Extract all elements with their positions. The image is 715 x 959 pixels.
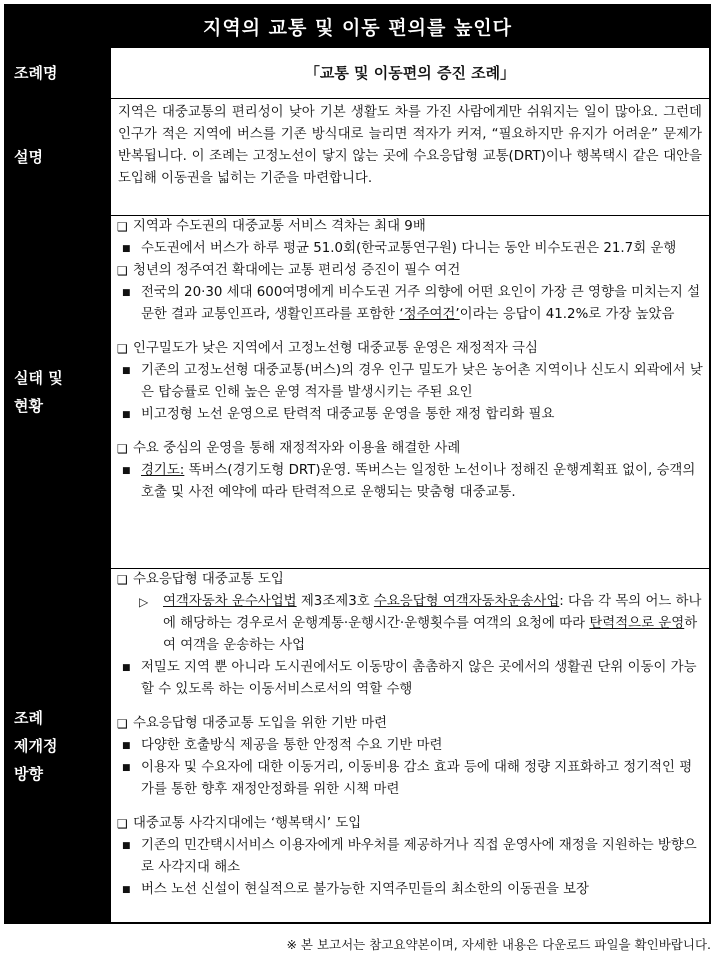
direction-d1-sub xyxy=(163,591,703,657)
bullet-square-icon: ■ xyxy=(122,288,131,298)
direction-d1-sub-underlined-1: 여객자동차 운수사업법 xyxy=(163,594,297,609)
triangle-right-icon: ▷ xyxy=(139,595,149,609)
status-section-1-title: 지역과 수도권의 대중교통 서비스 격차는 최대 9배 xyxy=(133,219,426,234)
list-item xyxy=(117,360,703,404)
status-s2-bullet-1-pre: 전국의 20·30 세대 600여명에게 비수도권 거주 의향에 어떤 요인이 가장 큰 영향을 미치는지 설문한 결과 교통인프라, 생활인프라를 포함한 xyxy=(141,285,701,322)
direction-d1-sub-underlined-2: 수요응답형 여객자동차운송사업 xyxy=(373,594,560,609)
list-item xyxy=(117,879,703,901)
status-section-4-title: 수요 중심의 운영을 통해 재정적자와 이용율 해결한 사례 xyxy=(133,441,461,456)
checkbox-square-icon: ❑ xyxy=(117,817,128,831)
list-item xyxy=(117,460,703,504)
row-status xyxy=(6,216,709,569)
checkbox-square-icon: ❑ xyxy=(117,717,128,731)
label-direction xyxy=(6,569,110,922)
bullet-square-icon: ■ xyxy=(122,663,131,673)
label-direction-line1: 조례 xyxy=(14,708,43,727)
status-s4-bullet-1-post: 똑버스(경기도형 DRT)운영. 똑버스는 일정한 노선이나 정해진 운행계획표 없이, 승객의 호출 및 사전 예약에 따라 탄력적으로 운행되는 맞춤형 대중교통. xyxy=(141,463,696,500)
status-s4-bullet-1-underlined: 경기도: xyxy=(141,463,185,478)
checkbox-square-icon: ❑ xyxy=(117,442,128,456)
direction-section-2 xyxy=(117,713,703,735)
list-item xyxy=(117,282,703,326)
list-item xyxy=(117,735,703,757)
checkbox-square-icon: ❑ xyxy=(117,264,128,278)
list-item xyxy=(117,835,703,879)
status-s3-bullet-1: 기존의 고정노선형 대중교통(버스)의 경우 인구 밀도가 낮은 농어촌 지역이나 신도시 외곽에서 낮은 탑승률로 인해 높은 운영 적자를 발생시키는 주된 요인 xyxy=(141,363,703,400)
direction-section-1 xyxy=(117,569,703,591)
checkbox-square-icon: ❑ xyxy=(117,220,128,234)
direction-d3-bullet-1: 기존의 민간택시서비스 이용자에게 바우처를 제공하거나 직접 운영사에 재정을 지원하는 방향으로 사각지대 해소 xyxy=(141,838,697,875)
description-text: 지역은 대중교통의 편리성이 낮아 기본 생활도 차를 가진 사람에게만 쉬워지는 일이 많아요. 그런데 인구가 적은 지역에 버스를 기존 방식대로 늘리면 적자가 커져, “필요하지만 유지가 어려운” 문제가 반복됩니다. 이 조례는 고정노선이 닿지 않는 곳에 수요응답형 교통(DRT)이나 행복택시 같은 대안을 도입해 이동권을 넓히는 기준을 마련합니다. xyxy=(110,99,709,215)
checkbox-square-icon: ❑ xyxy=(117,342,128,356)
direction-d3-bullet-2: 버스 노선 신설이 현실적으로 불가능한 지역주민들의 최소한의 이동권을 보장 xyxy=(141,882,589,897)
direction-section-2-title: 수요응답형 대중교통 도입을 위한 기반 마련 xyxy=(133,716,388,731)
bullet-square-icon: ■ xyxy=(122,763,131,773)
label-description: 설명 xyxy=(6,99,110,215)
status-s2-bullet-1-underlined: ‘정주여건’ xyxy=(399,307,460,322)
ordinance-name-value: 「교통 및 이동편의 증진 조례」 xyxy=(110,48,709,98)
label-status-line2: 현황 xyxy=(14,397,43,415)
direction-d1-sub-mid-1: 제3조제3호 xyxy=(296,594,374,609)
direction-d1-sub-post: 하여 여객을 운송하는 사업 xyxy=(163,616,698,653)
bullet-square-icon: ■ xyxy=(122,841,131,851)
status-s2-bullet-1 xyxy=(141,282,703,326)
list-item xyxy=(117,404,703,426)
page-title: 지역의 교통 및 이동 편의를 높인다 xyxy=(6,6,709,48)
list-item xyxy=(117,591,703,657)
row-description xyxy=(6,99,709,216)
direction-section-3 xyxy=(117,813,703,835)
row-direction xyxy=(6,569,709,922)
status-s2-bullet-1-post: 이라는 응답이 41.2%로 가장 높았음 xyxy=(459,307,675,322)
bullet-square-icon: ■ xyxy=(122,885,131,895)
label-status xyxy=(6,216,110,568)
bullet-square-icon: ■ xyxy=(122,244,131,254)
list-item xyxy=(117,238,703,260)
status-section-2 xyxy=(117,260,703,282)
direction-d2-bullet-2: 이용자 및 수요자에 대한 이동거리, 이동비용 감소 효과 등에 대해 정량 지표화하고 정기적인 평가를 통한 향후 재정안정화를 위한 시책 마련 xyxy=(141,760,693,797)
status-s1-bullet-1: 수도권에서 버스가 하루 평균 51.0회(한국교통연구원) 다니는 동안 비수도권은 21.7회 운행 xyxy=(141,241,677,256)
row-ordinance-name xyxy=(6,48,709,99)
direction-d1-sub-underlined-3: 탄력적으로 운영 xyxy=(589,616,685,631)
list-item xyxy=(117,757,703,801)
status-section-3-title: 인구밀도가 낮은 지역에서 고정노선형 대중교통 운영은 재정적자 극심 xyxy=(133,341,538,356)
bullet-square-icon: ■ xyxy=(122,410,131,420)
direction-section-3-title: 대중교통 사각지대에는 ‘행복택시’ 도입 xyxy=(133,816,362,831)
label-status-line1: 실태 및 xyxy=(14,369,63,387)
label-direction-line3: 방향 xyxy=(14,764,43,783)
status-content xyxy=(110,216,709,568)
bullet-square-icon: ■ xyxy=(122,741,131,751)
status-section-4 xyxy=(117,438,703,460)
footnote: ※ 본 보고서는 참고요약본이며, 자세한 내용은 다운로드 파일을 확인바랍니다. xyxy=(286,937,711,952)
list-item xyxy=(117,657,703,701)
summary-table xyxy=(4,4,711,924)
direction-d1-bullet-1: 저밀도 지역 뿐 아니라 도시권에서도 이동망이 촘촘하지 않은 곳에서의 생활권 단위 이동이 가능할 수 있도록 하는 이동서비스로서의 역할 수행 xyxy=(141,660,697,697)
checkbox-square-icon: ❑ xyxy=(117,573,128,587)
bullet-square-icon: ■ xyxy=(122,466,131,476)
status-section-1 xyxy=(117,216,703,238)
direction-d2-bullet-1: 다양한 호출방식 제공을 통한 안정적 수요 기반 마련 xyxy=(141,738,443,753)
status-section-3 xyxy=(117,338,703,360)
label-direction-line2: 제개정 xyxy=(14,736,58,755)
direction-content xyxy=(110,569,709,922)
status-s4-bullet-1 xyxy=(141,460,703,504)
direction-d1-sub-mid-2: : 다음 각 목의 어느 하나에 해당하는 경우로서 운행계통·운행시간·운행횟수를 여객의 요청에 따라 xyxy=(163,594,702,631)
direction-section-1-title: 수요응답형 대중교통 도입 xyxy=(133,572,284,587)
label-ordinance-name: 조례명 xyxy=(6,48,110,98)
bullet-square-icon: ■ xyxy=(122,366,131,376)
status-s3-bullet-2: 비고정형 노선 운영으로 탄력적 대중교통 운영을 통한 재정 합리화 필요 xyxy=(141,407,555,422)
status-section-2-title: 청년의 정주여건 확대에는 교통 편리성 증진이 필수 여건 xyxy=(133,263,461,278)
